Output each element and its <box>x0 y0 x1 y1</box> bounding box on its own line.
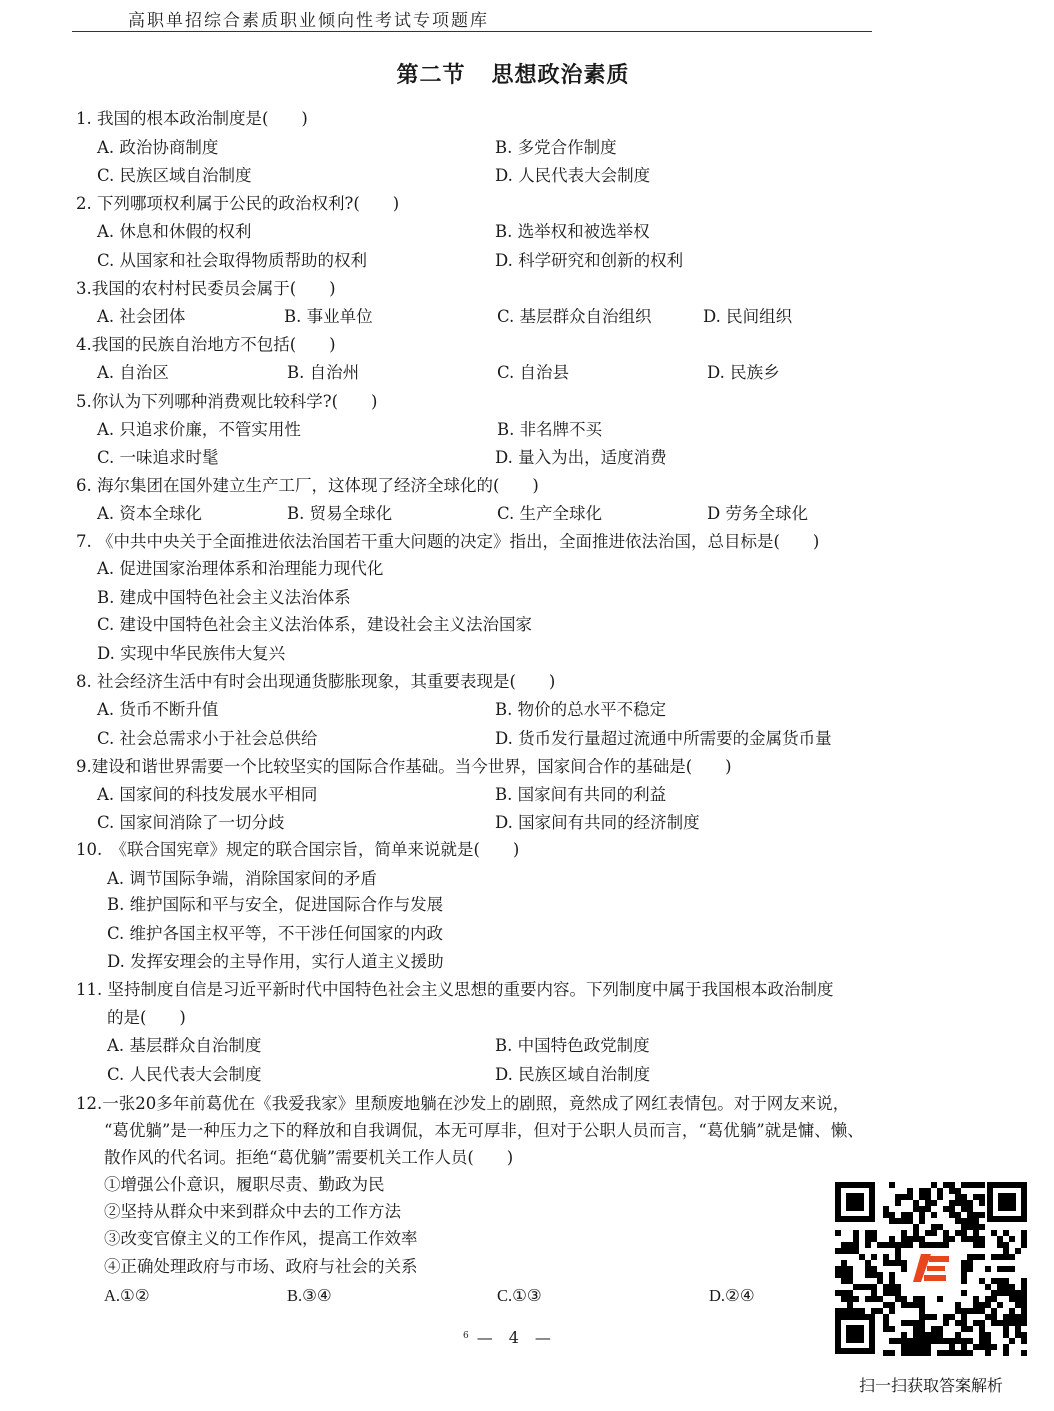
q7-option-c: C. 建设中国特色社会主义法治体系，建设社会主义法治国家 <box>97 615 533 634</box>
q6-option-b: B. 贸易全球化 <box>287 504 393 523</box>
question-7-stem: 7. 《中共中央关于全面推进依法治国若干重大问题的决定》指出，全面推进依法治国，总目标是( ) <box>76 532 820 551</box>
footer-small-mark: 6 <box>463 1331 469 1341</box>
q8-option-b: B. 物价的总水平不稳定 <box>495 700 667 719</box>
q11-option-b: B. 中国特色政党制度 <box>495 1036 650 1055</box>
header-rule <box>72 31 872 32</box>
q12-option-b: B.③④ <box>287 1286 332 1305</box>
q4-option-a: A. 自治区 <box>97 363 169 382</box>
question-1-stem: 1. 我国的根本政治制度是( ) <box>76 109 308 128</box>
q12-option-a: A.①② <box>104 1286 150 1305</box>
q2-option-c: C. 从国家和社会取得物质帮助的权利 <box>97 251 368 270</box>
q5-option-b: B. 非名牌不买 <box>497 420 603 439</box>
q5-option-a: A. 只追求价廉，不管实用性 <box>97 420 301 439</box>
q11-option-d: D. 民族区域自治制度 <box>495 1065 651 1084</box>
q9-option-a: A. 国家间的科技发展水平相同 <box>97 785 318 804</box>
q9-option-d: D. 国家间有共同的经济制度 <box>495 813 700 832</box>
q1-option-d: D. 人民代表大会制度 <box>495 166 651 185</box>
q10-option-a: A. 调节国际争端，消除国家间的矛盾 <box>107 869 377 888</box>
q7-option-d: D. 实现中华民族伟大复兴 <box>97 644 286 663</box>
qr-code[interactable] <box>833 1180 1029 1356</box>
q3-option-b: B. 事业单位 <box>284 307 373 326</box>
question-11-stem-cont: 的是( ) <box>107 1008 186 1027</box>
q6-option-c: C. 生产全球化 <box>497 504 603 523</box>
q10-option-b: B. 维护国际和平与安全，促进国际合作与发展 <box>107 895 444 914</box>
q9-option-b: B. 国家间有共同的利益 <box>495 785 667 804</box>
page-footer <box>463 1325 551 1348</box>
question-12-stem-cont-1: “葛优躺”是一种压力之下的释放和自我调侃，本无可厚非，但对于公职人员而言，“葛优躺”就是慵、懒、 <box>104 1121 864 1140</box>
q8-option-a: A. 货币不断升值 <box>97 700 219 719</box>
q2-option-a: A. 休息和休假的权利 <box>97 222 252 241</box>
q5-option-c: C. 一味追求时髦 <box>97 448 219 467</box>
q6-option-a: A. 资本全球化 <box>97 504 202 523</box>
section-title <box>0 58 1026 89</box>
q3-option-c: C. 基层群众自治组织 <box>497 307 652 326</box>
q10-option-c: C. 维护各国主权平等，不干涉任何国家的内政 <box>107 924 444 943</box>
q12-statement-1: ①增强公仆意识，履职尽责、勤政为民 <box>104 1175 385 1194</box>
question-8-stem: 8. 社会经济生活中有时会出现通货膨胀现象，其重要表现是( ) <box>76 672 556 691</box>
q3-option-d: D. 民间组织 <box>703 307 793 326</box>
q12-option-c: C.①③ <box>497 1286 542 1305</box>
q12-statement-3: ③改变官僚主义的工作作风，提高工作效率 <box>104 1229 418 1248</box>
q7-option-a: A. 促进国家治理体系和治理能力现代化 <box>97 559 384 578</box>
q8-option-d: D. 货币发行量超过流通中所需要的金属货币量 <box>495 729 832 748</box>
q9-option-c: C. 国家间消除了一切分歧 <box>97 813 285 832</box>
q7-option-b: B. 建成中国特色社会主义法治体系 <box>97 588 351 607</box>
q4-option-b: B. 自治州 <box>287 363 360 382</box>
q2-option-b: B. 选举权和被选举权 <box>495 222 650 241</box>
question-4-stem: 4.我国的民族自治地方不包括( ) <box>76 335 336 354</box>
q12-option-d: D.②④ <box>709 1286 755 1305</box>
q6-option-d: D 劳务全球化 <box>707 504 808 523</box>
q12-statement-4: ④正确处理政府与市场、政府与社会的关系 <box>104 1257 418 1276</box>
q1-option-a: A. 政治协商制度 <box>97 138 219 157</box>
qr-finder-top-left <box>835 1182 875 1222</box>
section-number: 第二节 <box>396 63 466 88</box>
q4-option-c: C. 自治县 <box>497 363 570 382</box>
page-number: — 4 — <box>476 1328 551 1347</box>
question-6-stem: 6. 海尔集团在国外建立生产工厂，这体现了经济全球化的( ) <box>76 476 539 495</box>
qr-finder-top-right <box>987 1182 1027 1222</box>
q8-option-c: C. 社会总需求小于社会总供给 <box>97 729 318 748</box>
question-9-stem: 9.建设和谐世界需要一个比较坚实的国际合作基础。当今世界，国家间合作的基础是( ) <box>76 757 732 776</box>
q11-option-c: C. 人民代表大会制度 <box>107 1065 262 1084</box>
q10-option-d: D. 发挥安理会的主导作用，实行人道主义援助 <box>107 952 444 971</box>
q3-option-a: A. 社会团体 <box>97 307 186 326</box>
q1-option-b: B. 多党合作制度 <box>495 138 617 157</box>
question-5-stem: 5.你认为下列哪种消费观比较科学?( ) <box>76 392 378 411</box>
question-2-stem: 2. 下列哪项权利属于公民的政治权利?( ) <box>76 194 400 213</box>
q5-option-d: D. 量入为出，适度消费 <box>495 448 667 467</box>
question-12-stem: 12.一张20多年前葛优在《我爱我家》里颓废地躺在沙发上的剧照，竟然成了网红表情包。对于网友来说， <box>76 1094 850 1113</box>
q2-option-d: D. 科学研究和创新的权利 <box>495 251 684 270</box>
qr-caption: 扫一扫获取答案解析 <box>858 1376 1003 1395</box>
q4-option-d: D. 民族乡 <box>707 363 780 382</box>
header-title: 高职单招综合素质职业倾向性考试专项题库 <box>128 11 489 31</box>
q1-option-c: C. 民族区域自治制度 <box>97 166 252 185</box>
section-name: 思想政治素质 <box>491 63 630 88</box>
question-12-stem-cont-2: 散作风的代名词。拒绝“葛优躺”需要机关工作人员( ) <box>104 1148 514 1167</box>
question-10-stem: 10. 《联合国宪章》规定的联合国宗旨，简单来说就是( ) <box>76 840 520 859</box>
qr-finder-bottom-left <box>835 1314 875 1354</box>
qr-logo-icon <box>909 1248 953 1288</box>
q11-option-a: A. 基层群众自治制度 <box>107 1036 262 1055</box>
question-11-stem: 11. 坚持制度自信是习近平新时代中国特色社会主义思想的重要内容。下列制度中属于我国根本政治制度 <box>76 980 834 999</box>
question-3-stem: 3.我国的农村村民委员会属于( ) <box>76 279 336 298</box>
q12-statement-2: ②坚持从群众中来到群众中去的工作方法 <box>104 1202 401 1221</box>
